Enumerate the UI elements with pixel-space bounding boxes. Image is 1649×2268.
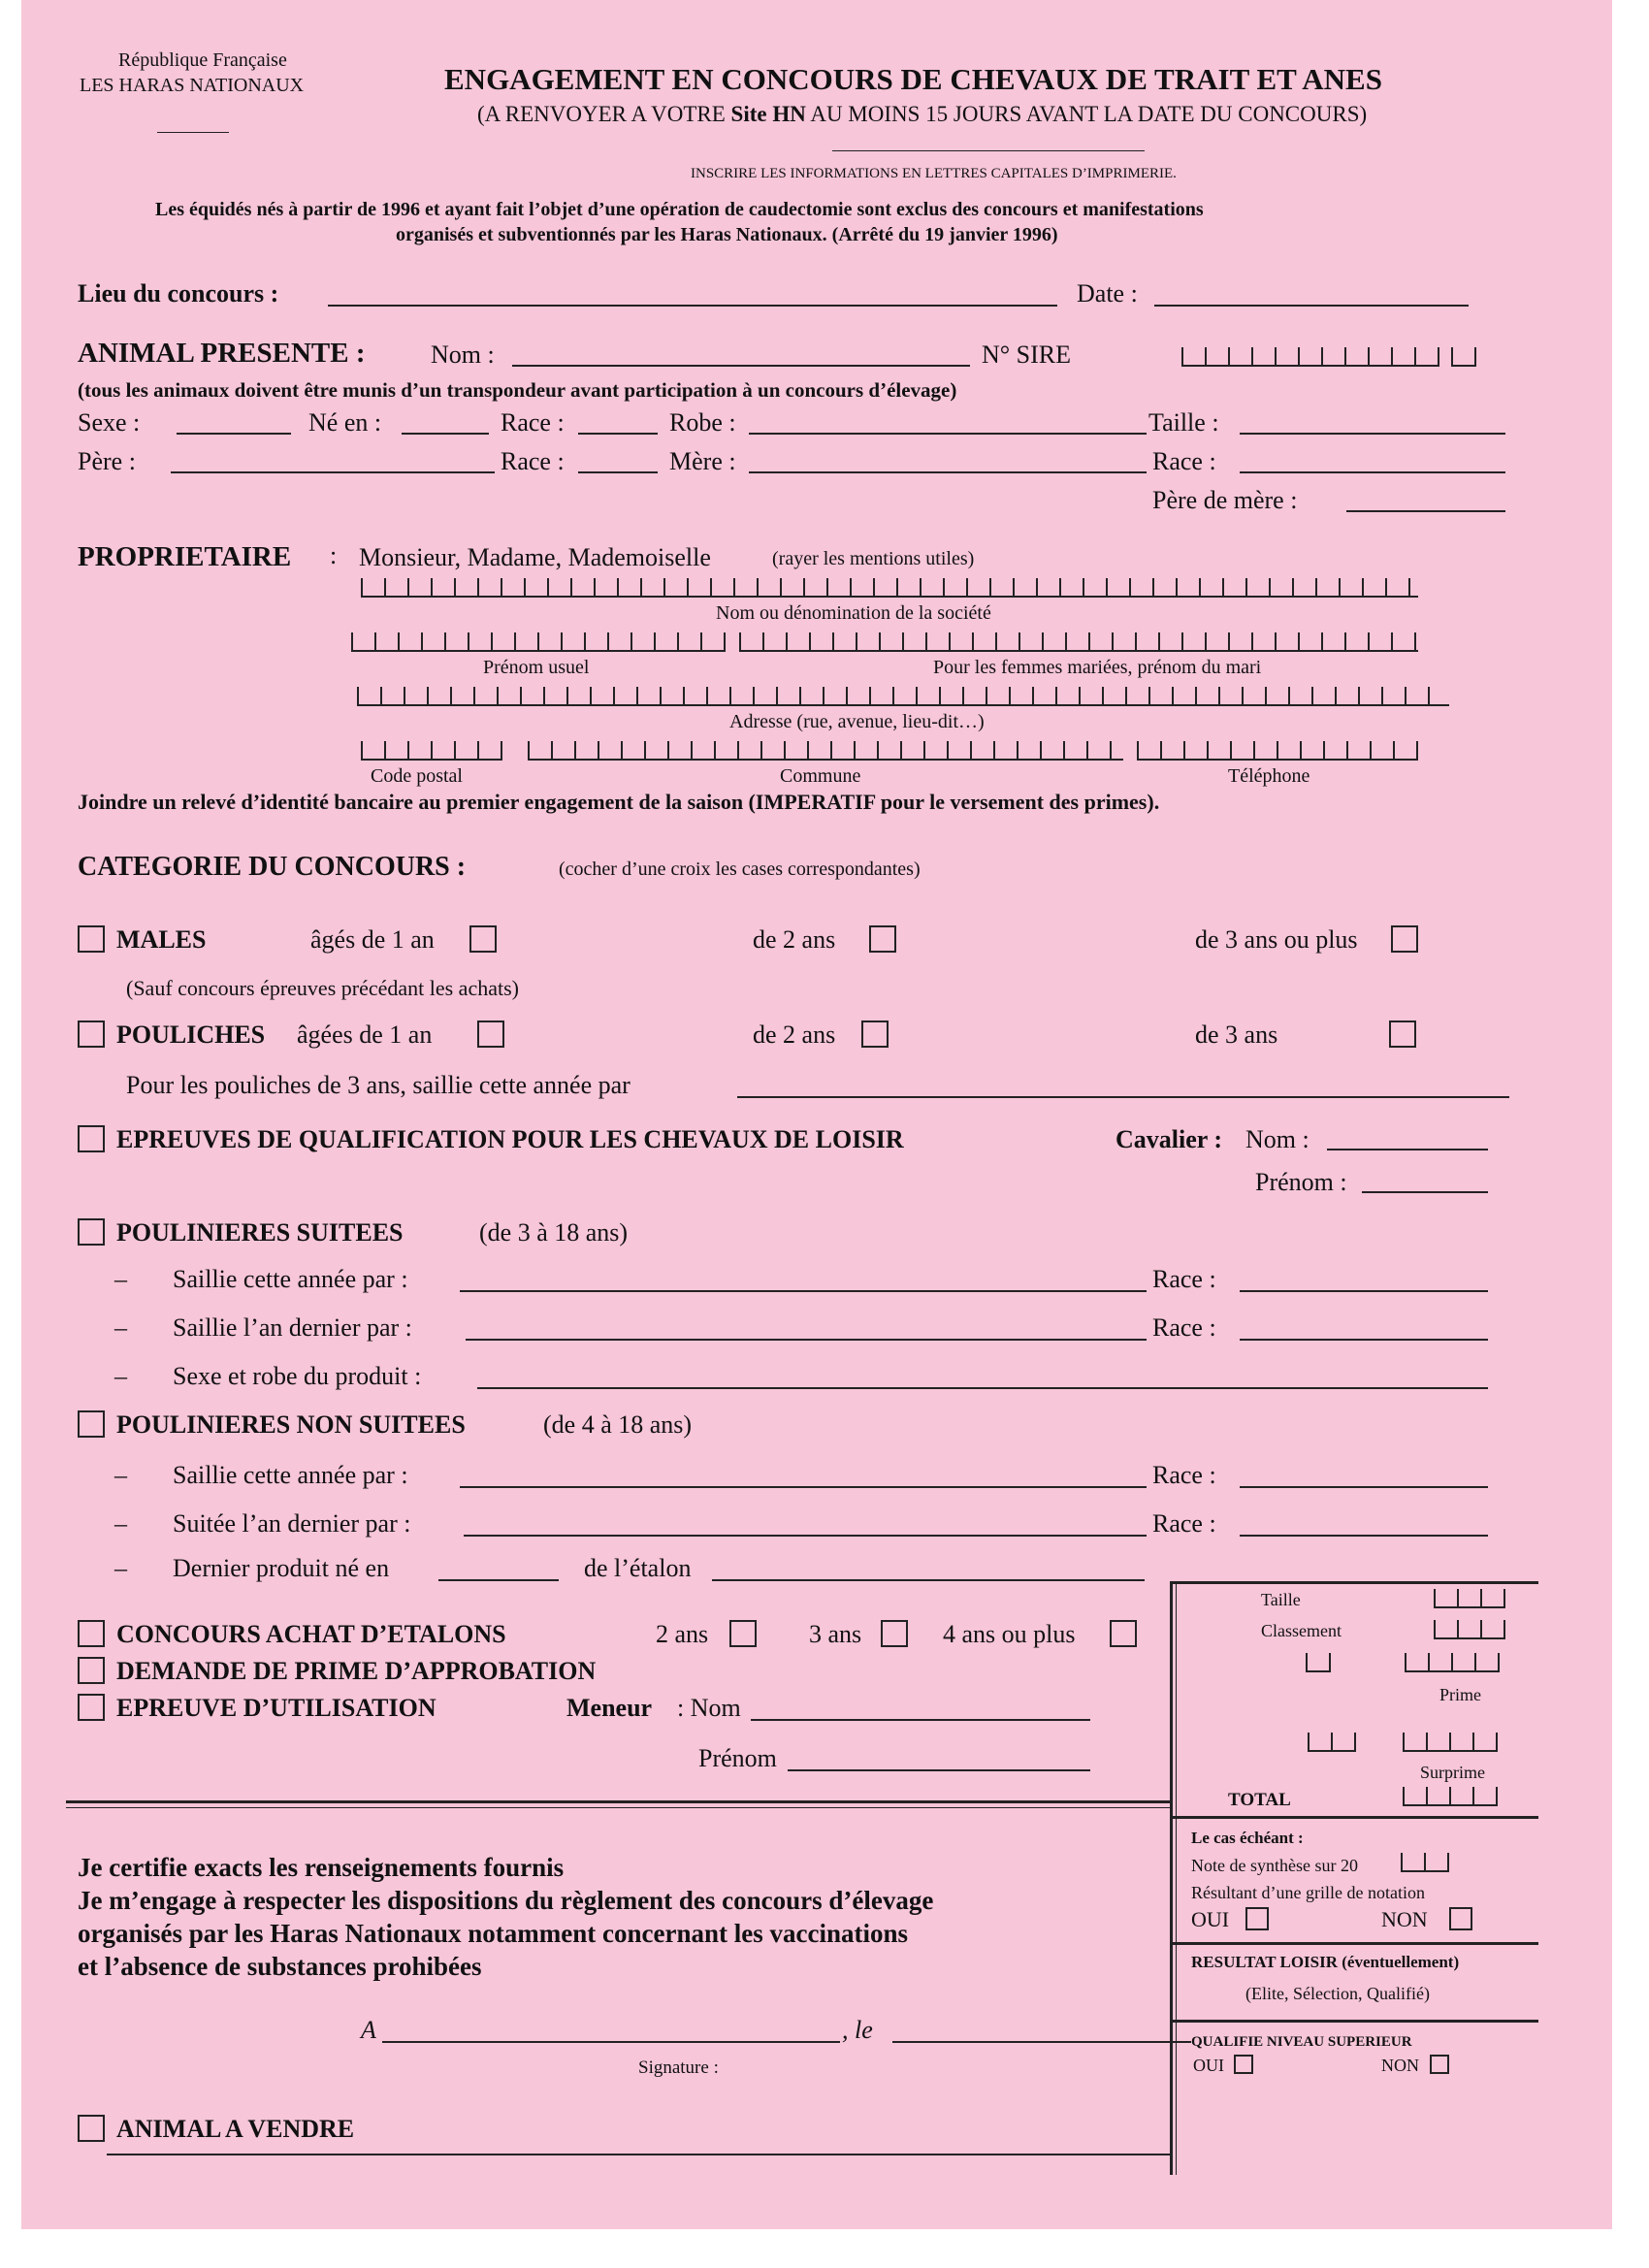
proprietaire-colon: : xyxy=(330,541,338,569)
surprime-small-field[interactable] xyxy=(1308,1733,1356,1752)
sauf-note: (Sauf concours épreuves précédant les achats) xyxy=(126,976,519,1000)
prime-field[interactable] xyxy=(1405,1653,1500,1672)
certify-line1: Je certifie exacts les renseignements fournis xyxy=(78,1853,565,1882)
qualifie-oui-label: OUI xyxy=(1193,2056,1224,2075)
lieu-field[interactable] xyxy=(328,305,1057,307)
categorie-section-title: CATEGORIE DU CONCOURS : xyxy=(78,852,467,882)
dash: – xyxy=(114,1509,127,1538)
prenom-usuel-field[interactable] xyxy=(351,632,726,652)
animal-vendre-checkbox[interactable] xyxy=(78,2115,105,2142)
scoring-rule-1 xyxy=(1170,1816,1538,1819)
adresse-field[interactable] xyxy=(357,687,1449,706)
meneur-prenom-label: Prénom xyxy=(698,1744,777,1772)
animal-section-title: ANIMAL PRESENTE : xyxy=(78,338,366,369)
males-2ans-checkbox[interactable] xyxy=(869,925,896,953)
certify-line2: Je m’engage à respecter les dispositions du règlement des concours d’élevage xyxy=(78,1886,934,1915)
males-3ans-label: de 3 ans ou plus xyxy=(1195,925,1358,954)
scoring-rule-3 xyxy=(1170,2020,1538,2023)
animal-nom-field[interactable] xyxy=(512,365,970,367)
grille-oui-label: OUI xyxy=(1191,1907,1230,1931)
lieu-signature-label: A xyxy=(361,2016,376,2044)
pouliches-checkbox[interactable] xyxy=(78,1021,105,1048)
males-2ans-label: de 2 ans xyxy=(753,925,836,954)
suitee-dernier-field[interactable] xyxy=(464,1535,1147,1537)
suitees-race2-field[interactable] xyxy=(1240,1339,1488,1341)
non-race2-label: Race : xyxy=(1152,1509,1216,1538)
suitees-label: POULINIERES SUITEES xyxy=(116,1218,404,1247)
telephone-label: Téléphone xyxy=(1228,765,1310,787)
pouliches-3ans-checkbox[interactable] xyxy=(1389,1021,1416,1048)
cas-echeant-label: Le cas échéant : xyxy=(1191,1829,1304,1847)
dash: – xyxy=(114,1554,127,1582)
de-etalon-field[interactable] xyxy=(712,1579,1145,1581)
categorie-instruction: (cocher d’une croix les cases correspondantes) xyxy=(559,859,921,880)
race-mere-field[interactable] xyxy=(1240,471,1505,473)
date-signature-label: , le xyxy=(842,2016,873,2044)
cavalier-prenom-field[interactable] xyxy=(1362,1191,1488,1193)
date-field[interactable] xyxy=(1154,305,1469,307)
cavalier-label: Cavalier : xyxy=(1116,1125,1222,1153)
note-synthese-field[interactable] xyxy=(1401,1853,1449,1872)
prenom-usuel-label: Prénom usuel xyxy=(483,657,590,678)
sire-key-field[interactable] xyxy=(1451,347,1476,367)
males-1an-label: âgés de 1 an xyxy=(310,925,435,954)
classement-small-field[interactable] xyxy=(1306,1653,1331,1672)
proprietaire-section-title: PROPRIETAIRE xyxy=(78,541,292,572)
certify-line3: organisés par les Haras Nationaux notamment concernant les vaccinations xyxy=(78,1919,908,1948)
pouliches-1an-checkbox[interactable] xyxy=(477,1021,504,1048)
race-mere-label: Race : xyxy=(1152,447,1216,475)
etalons-3ans-checkbox[interactable] xyxy=(881,1620,908,1647)
commune-field[interactable] xyxy=(528,741,1123,761)
total-field[interactable] xyxy=(1403,1787,1498,1806)
males-checkbox[interactable] xyxy=(78,925,105,953)
qualifie-non-label: NON xyxy=(1381,2056,1419,2075)
non-race1-label: Race : xyxy=(1152,1461,1216,1489)
sire-field[interactable] xyxy=(1181,347,1439,367)
republique-label: République Française xyxy=(118,49,287,71)
dash: – xyxy=(114,1461,127,1489)
suitees-age-label: (de 3 à 18 ans) xyxy=(479,1218,629,1247)
pere-label: Père : xyxy=(78,447,136,475)
scoring-left-border xyxy=(1170,1581,1173,2175)
surprime-field[interactable] xyxy=(1403,1733,1498,1752)
pouliches-1an-label: âgées de 1 an xyxy=(297,1021,433,1049)
transpondeur-note: (tous les animaux doivent être munis d’un transpondeur avant participation à un concours d’élevage) xyxy=(78,378,957,402)
suitees-saillie-annee-field[interactable] xyxy=(460,1290,1147,1292)
qualifie-label: QUALIFIE NIVEAU SUPERIEUR xyxy=(1191,2034,1412,2050)
achat-etalons-label: CONCOURS ACHAT D’ETALONS xyxy=(116,1620,506,1648)
non-saillie-annee-field[interactable] xyxy=(460,1486,1147,1488)
etalons-4ans-label: 4 ans ou plus xyxy=(943,1620,1076,1648)
sexe-label: Sexe : xyxy=(78,408,141,437)
header-rule-left xyxy=(157,132,229,133)
pouliches-3ans-label: de 3 ans xyxy=(1195,1021,1278,1049)
suitees-checkbox[interactable] xyxy=(78,1218,105,1246)
meneur-label: Meneur xyxy=(566,1694,653,1722)
grille-oui-checkbox[interactable] xyxy=(1245,1907,1269,1930)
signature-label: Signature : xyxy=(638,2057,719,2078)
scoring-left-border-inner xyxy=(1176,1581,1177,2175)
prime-label: Prime xyxy=(1439,1685,1481,1704)
pouliches-label: POULICHES xyxy=(116,1021,266,1049)
pere-de-mere-field[interactable] xyxy=(1346,510,1505,512)
form-sheet xyxy=(21,0,1612,2229)
suitee-dernier-label: Suitée l’an dernier par : xyxy=(173,1509,411,1538)
non-suitees-label: POULINIERES NON SUITEES xyxy=(116,1410,466,1439)
header-rule-right xyxy=(832,150,1145,151)
bottom-rule xyxy=(107,2154,1170,2155)
qualifie-non-checkbox[interactable] xyxy=(1430,2055,1449,2074)
etalons-3ans-label: 3 ans xyxy=(809,1620,862,1648)
race-label: Race : xyxy=(501,408,565,437)
dash: – xyxy=(114,1313,127,1342)
meneur-prenom-field[interactable] xyxy=(788,1769,1090,1771)
pouliches-saillie-label: Pour les pouliches de 3 ans, saillie cette année par xyxy=(126,1071,630,1099)
mere-label: Mère : xyxy=(669,447,736,475)
scoring-rule-2 xyxy=(1170,1942,1538,1945)
civilite-label: Monsieur, Madame, Mademoiselle xyxy=(359,543,711,571)
utilisation-label: EPREUVE D’UTILISATION xyxy=(116,1694,436,1722)
certify-line4: et l’absence de substances prohibées xyxy=(78,1952,482,1981)
robe-field[interactable] xyxy=(749,433,1147,435)
note-synthese-label: Note de synthèse sur 20 xyxy=(1191,1856,1358,1875)
males-label: MALES xyxy=(116,925,207,954)
meneur-nom-field[interactable] xyxy=(751,1719,1090,1721)
lieu-label: Lieu du concours : xyxy=(78,279,279,308)
femmes-mariees-label: Pour les femmes mariées, prénom du mari xyxy=(933,657,1262,678)
animal-vendre-label: ANIMAL A VENDRE xyxy=(116,2115,355,2143)
pouliches-saillie-field[interactable] xyxy=(737,1096,1509,1098)
lieu-signature-field[interactable] xyxy=(382,2041,840,2043)
code-postal-field[interactable] xyxy=(361,741,502,761)
sexe-robe-field[interactable] xyxy=(477,1387,1488,1389)
code-postal-label: Code postal xyxy=(371,765,463,787)
prime-approbation-checkbox[interactable] xyxy=(78,1657,105,1684)
scoring-top-rule xyxy=(1170,1581,1538,1584)
males-1an-checkbox[interactable] xyxy=(469,925,497,953)
robe-label: Robe : xyxy=(669,408,736,437)
pouliches-2ans-label: de 2 ans xyxy=(753,1021,836,1049)
suitees-saillie-annee-label: Saillie cette année par : xyxy=(173,1265,408,1293)
pere-field[interactable] xyxy=(171,471,495,473)
commune-label: Commune xyxy=(780,765,861,787)
haras-label: LES HARAS NATIONAUX xyxy=(80,75,305,96)
suitees-saillie-dernier-label: Saillie l’an dernier par : xyxy=(173,1313,412,1342)
grille-non-checkbox[interactable] xyxy=(1449,1907,1472,1930)
pouliches-2ans-checkbox[interactable] xyxy=(861,1021,889,1048)
males-3ans-checkbox[interactable] xyxy=(1391,925,1418,953)
de-etalon-label: de l’étalon xyxy=(584,1554,692,1582)
prenom-mari-field[interactable] xyxy=(739,632,1418,652)
ne-en-field[interactable] xyxy=(402,433,489,435)
resultat-loisir-label: RESULTAT LOISIR (éventuellement) xyxy=(1191,1953,1460,1971)
suitees-race1-field[interactable] xyxy=(1240,1290,1488,1292)
dash: – xyxy=(114,1265,127,1293)
animal-nom-label: Nom : xyxy=(431,340,495,369)
elite-label: (Elite, Sélection, Qualifié) xyxy=(1245,1984,1430,2003)
non-suitees-checkbox[interactable] xyxy=(78,1410,105,1438)
utilisation-checkbox[interactable] xyxy=(78,1694,105,1721)
surprime-label: Surprime xyxy=(1420,1763,1485,1782)
telephone-field[interactable] xyxy=(1137,741,1418,761)
meneur-nom-label: : Nom xyxy=(677,1694,741,1722)
nom-societe-field[interactable] xyxy=(361,578,1418,598)
etalons-2ans-checkbox[interactable] xyxy=(729,1620,757,1647)
etalons-4ans-checkbox[interactable] xyxy=(1110,1620,1137,1647)
suitees-saillie-dernier-field[interactable] xyxy=(466,1339,1147,1341)
ne-en-label: Né en : xyxy=(308,408,382,437)
form-subtitle: (A RENVOYER A VOTRE Site HN AU MOINS 15 JOURS AVANT LA DATE DU CONCOURS) xyxy=(477,102,1368,126)
form-title: ENGAGEMENT EN CONCOURS DE CHEVAUX DE TRAIT ET ANES xyxy=(444,62,1382,96)
non-race2-field[interactable] xyxy=(1240,1535,1488,1537)
resultant-label: Résultant d’une grille de notation xyxy=(1191,1883,1425,1902)
taille-score-label: Taille xyxy=(1261,1590,1301,1609)
race-field[interactable] xyxy=(578,433,658,435)
race-pere-field[interactable] xyxy=(578,471,658,473)
sexe-robe-label: Sexe et robe du produit : xyxy=(173,1362,422,1390)
suitees-race1-label: Race : xyxy=(1152,1265,1216,1293)
non-race1-field[interactable] xyxy=(1240,1486,1488,1488)
notice-line1: Les équidés nés à partir de 1996 et ayant fait l’objet d’une opération de caudectomie sont exclus des concours et manifestations xyxy=(155,199,1204,220)
rayer-note: (rayer les mentions utiles) xyxy=(772,548,975,569)
certification-separator-inner xyxy=(66,1807,1170,1808)
race-pere-label: Race : xyxy=(501,447,565,475)
etalons-2ans-label: 2 ans xyxy=(656,1620,709,1648)
adresse-label: Adresse (rue, avenue, lieu-dit…) xyxy=(729,711,985,732)
taille-score-field[interactable] xyxy=(1434,1589,1505,1608)
achat-etalons-checkbox[interactable] xyxy=(78,1620,105,1647)
rib-note: Joindre un relevé d’identité bancaire au premier engagement de la saison (IMPERATIF pour le versement des primes). xyxy=(78,790,1160,814)
taille-label: Taille : xyxy=(1148,408,1219,437)
loisir-checkbox[interactable] xyxy=(78,1125,105,1152)
taille-field[interactable] xyxy=(1240,433,1505,435)
dernier-produit-field[interactable] xyxy=(438,1579,559,1581)
non-suitees-age-label: (de 4 à 18 ans) xyxy=(543,1410,693,1439)
cavalier-nom-field[interactable] xyxy=(1327,1149,1488,1150)
notice-line2: organisés et subventionnés par les Haras Nationaux. (Arrêté du 19 janvier 1996) xyxy=(396,224,1058,245)
grille-non-label: NON xyxy=(1381,1907,1428,1931)
nom-societe-label: Nom ou dénomination de la société xyxy=(716,602,991,624)
classement-label: Classement xyxy=(1261,1621,1342,1640)
instruction-capitals: INSCRIRE LES INFORMATIONS EN LETTRES CAPITALES D’IMPRIMERIE. xyxy=(691,166,1177,181)
pere-de-mere-label: Père de mère : xyxy=(1152,486,1298,514)
sexe-field[interactable] xyxy=(177,433,291,435)
total-label: TOTAL xyxy=(1228,1790,1291,1810)
certification-separator xyxy=(66,1800,1170,1803)
sire-label: N° SIRE xyxy=(982,340,1072,369)
date-signature-field[interactable] xyxy=(892,2041,1191,2043)
cavalier-nom-label: Nom : xyxy=(1245,1125,1310,1153)
loisir-label: EPREUVES DE QUALIFICATION POUR LES CHEVAUX DE LOISIR xyxy=(116,1125,904,1153)
non-saillie-annee-label: Saillie cette année par : xyxy=(173,1461,408,1489)
dernier-produit-label: Dernier produit né en xyxy=(173,1554,390,1582)
dash: – xyxy=(114,1362,127,1390)
classement-field[interactable] xyxy=(1434,1620,1505,1639)
mere-field[interactable] xyxy=(749,471,1147,473)
prime-approbation-label: DEMANDE DE PRIME D’APPROBATION xyxy=(116,1657,597,1685)
date-label: Date : xyxy=(1077,279,1138,308)
cavalier-prenom-label: Prénom : xyxy=(1255,1168,1347,1196)
qualifie-oui-checkbox[interactable] xyxy=(1234,2055,1253,2074)
suitees-race2-label: Race : xyxy=(1152,1313,1216,1342)
